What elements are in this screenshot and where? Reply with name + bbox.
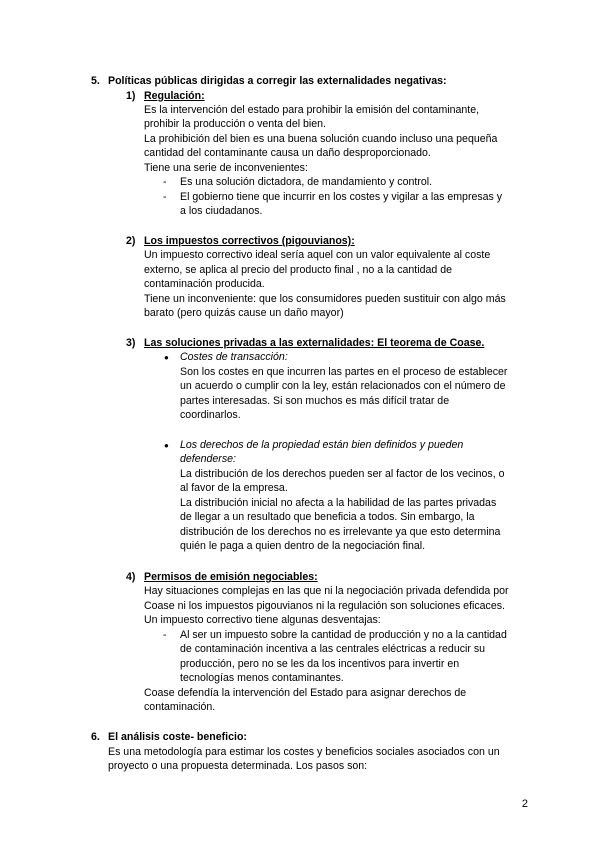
sub-3-number: 3) (126, 337, 136, 349)
dash-item-line: Al ser un impuesto sobre la cantidad de producción y no a la cantidad (180, 629, 507, 641)
paragraph-line: Es la intervención del estado para prohibir la emisión del contaminante, (144, 104, 480, 116)
sub-1-title: Regulación: (144, 90, 205, 102)
sub-4-title: Permisos de emisión negociables: (144, 571, 318, 583)
dash-item-line: El gobierno tiene que incurrir en los costes y vigilar a las empresas y (180, 191, 503, 203)
paragraph-line: contaminación. (144, 701, 216, 713)
paragraph-line: prohibir la producción o venta del bien. (144, 118, 326, 130)
paragraph-line: Tiene un inconveniente: que los consumidores pueden sustituir con algo más (144, 293, 506, 305)
paragraph-line: Coase defendía la intervención del Estado para asignar derechos de (144, 687, 467, 699)
dash-marker: - (163, 176, 167, 188)
paragraph-line: coordinarlos. (180, 409, 241, 421)
bullet-marker: ● (164, 441, 169, 450)
paragraph-line: La distribución inicial no afecta a la habilidad de las partes privadas (180, 497, 497, 509)
bullet-marker: ● (164, 353, 169, 362)
dash-item-line: de contaminación incentiva a las centrales eléctricas a reducir su (180, 643, 486, 655)
bullet-heading: Los derechos de la propiedad están bien definidos y pueden (180, 439, 464, 451)
paragraph-line: Coase ni los impuestos pigouvianos ni la regulación son soluciones eficaces. (144, 600, 505, 612)
paragraph-line: partes interesadas. Si son muchos es más difícil tratar de (180, 395, 450, 407)
paragraph-line: quién le paga a quien dentro de la negociación final. (180, 540, 426, 552)
dash-item-line: tecnologías menos contaminantes. (180, 672, 344, 684)
paragraph-line: al favor de la empresa. (180, 482, 288, 494)
bullet-heading: defenderse: (180, 453, 236, 465)
sub-1-number: 1) (126, 90, 136, 102)
section-6-number: 6. (91, 731, 100, 743)
sub-3-title: Las soluciones privadas a las externalidades: El teorema de Coase. (144, 337, 485, 349)
paragraph-line: La distribución de los derechos pueden ser al factor de los vecinos, o (180, 468, 505, 480)
dash-item-line: producción, pero no se les da los incentivos para invertir en (180, 658, 460, 670)
paragraph-line: de llegar a un resultado que beneficia a todos. Sin embargo, la (180, 511, 475, 523)
dash-item-line: Es una solución dictadora, de mandamiento y control. (180, 176, 433, 188)
dash-marker: - (163, 191, 167, 203)
sub-4-number: 4) (126, 571, 136, 583)
paragraph-line: distribución de los derechos no es irrelevante ya que esto determina (180, 526, 501, 538)
section-5-number: 5. (91, 75, 100, 87)
section-5-title: Políticas públicas dirigidas a corregir las externalidades negativas: (108, 75, 447, 87)
bullet-heading: Costes de transacción: (180, 351, 288, 363)
paragraph-line: un acuerdo o cumplir con la ley, están relacionados con el número de (180, 380, 506, 392)
paragraph-line: externo, se aplica al precio del producto final , no a la cantidad de (144, 264, 453, 276)
paragraph-line: proyecto o una propuesta determinada. Los pasos son: (108, 760, 368, 772)
section-6-title: El análisis coste- beneficio: (108, 731, 247, 743)
paragraph-line: cantidad del contaminante causa un daño desproporcionado. (144, 147, 431, 159)
paragraph-line: Un impuesto correctivo ideal sería aquel con un valor equivalente al coste (144, 249, 491, 261)
dash-item-line: a los ciudadanos. (180, 205, 263, 217)
dash-marker: - (163, 629, 167, 641)
paragraph-line: barato (pero quizás cause un daño mayor) (144, 307, 344, 319)
paragraph-line: Es una metodología para estimar los costes y beneficios sociales asociados con un (108, 746, 500, 758)
paragraph-line: Hay situaciones complejas en las que ni la negociación privada defendida por (144, 585, 509, 597)
page-number: 2 (521, 798, 528, 810)
paragraph-line: Un impuesto correctivo tiene algunas desventajas: (144, 614, 381, 626)
paragraph-line: Tiene una serie de inconvenientes: (144, 162, 308, 174)
paragraph-line: Son los costes en que incurren las partes en el proceso de establecer (180, 366, 508, 378)
sub-2-number: 2) (126, 235, 136, 247)
sub-2-title: Los impuestos correctivos (pigouvianos): (144, 235, 355, 247)
paragraph-line: contaminación producida. (144, 278, 265, 290)
paragraph-line: La prohibición del bien es una buena solución cuando incluso una pequeña (144, 133, 498, 145)
